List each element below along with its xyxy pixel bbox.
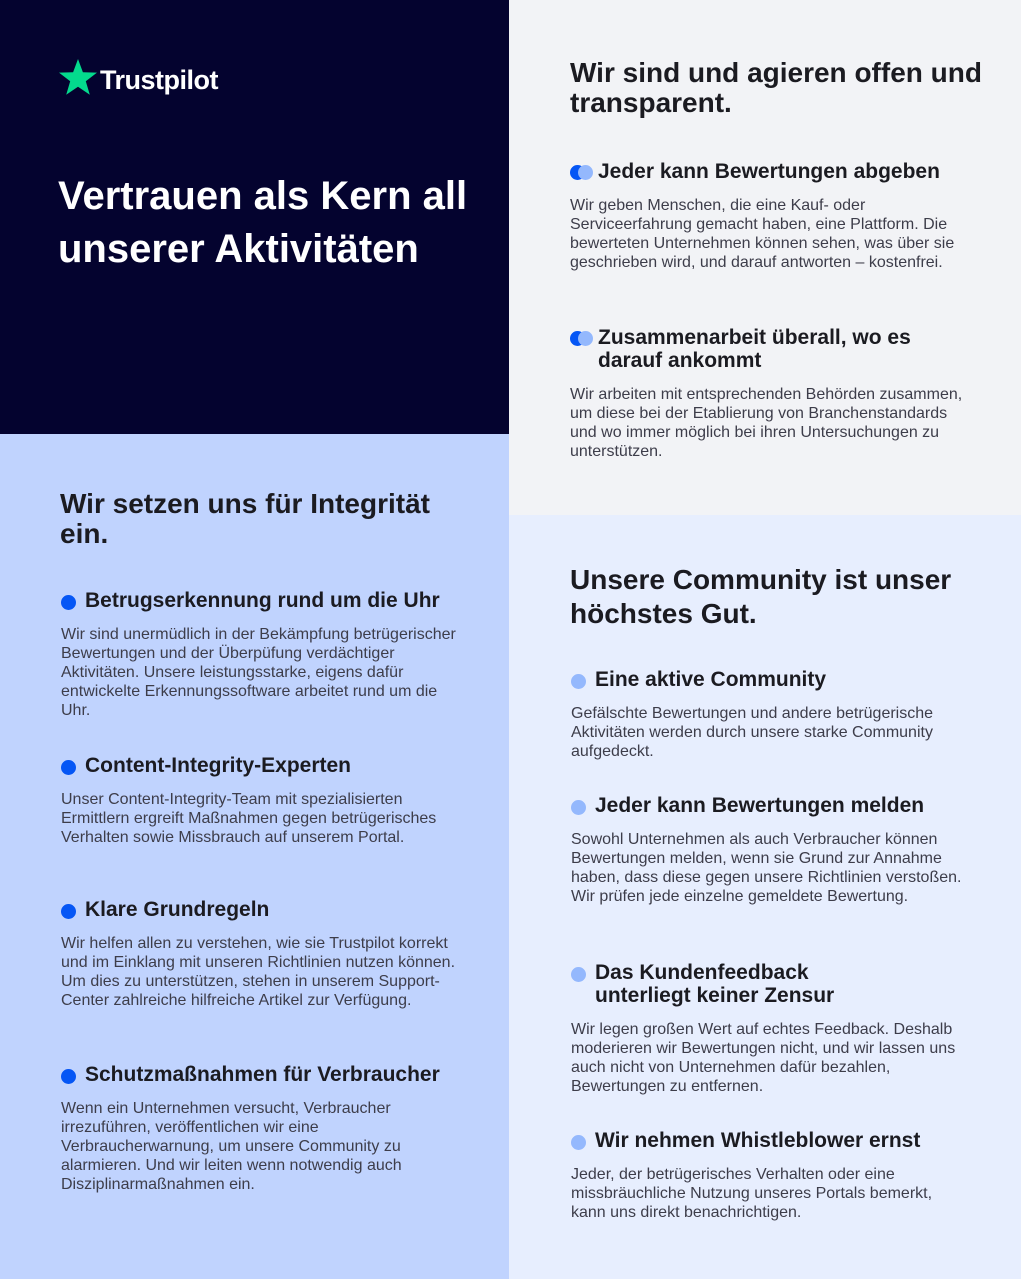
community-item — [571, 1129, 971, 1222]
hero-title: Vertrauen als Kern all unserer Aktivitäten — [58, 174, 468, 271]
item-title: Jeder kann Bewertungen melden — [595, 794, 925, 817]
community-item — [571, 961, 971, 1096]
bullet-icon — [61, 904, 76, 919]
integrity-title: Wir setzen uns für Integrität ein. — [60, 488, 431, 549]
item-text: Wir arbeiten mit entsprechenden Behörden zusammen, um diese bei der Etablierung von Branchenstandards und wo immer möglich bei ihren Untersuchungen zu unterstützen. — [570, 386, 963, 460]
item-title: Wir nehmen Whistleblower ernst — [595, 1129, 921, 1152]
item-title: Schutzmaßnahmen für Verbraucher — [85, 1063, 440, 1086]
bullet-icon — [571, 967, 586, 982]
bullet-icon — [571, 800, 586, 815]
item-text: Wir helfen allen zu verstehen, wie sie Trustpilot korrekt und im Einklang mit unseren Richtlinien nutzen können. Um dies zu unterstützen, stehen in unserem Support-Center zahlreiche hilfreiche Artikel zur Verfügung. — [61, 935, 456, 1009]
logo-wordmark: Trustpilot — [100, 64, 218, 95]
item-text: Wir legen großen Wert auf echtes Feedback. Deshalb moderieren wir Bewertungen nicht, und wir lassen uns auch nicht von Unternehmen dafür bezahlen, Bewertungen zu entfernen. — [571, 1021, 956, 1095]
bullet-icon — [570, 165, 594, 181]
transparency-title: Wir sind und agieren offen und transparent. — [570, 57, 982, 118]
item-text: Sowohl Unternehmen als auch Verbraucher können Bewertungen melden, wenn sie Grund zur Annahme haben, dass diese gegen unsere Richtlinien verstoßen. Wir prüfen jede einzelne gemeldete Bewertung. — [571, 831, 962, 905]
star-icon — [58, 58, 98, 98]
bullet-icon — [61, 1069, 76, 1084]
bullet-icon — [570, 331, 594, 347]
transparency-item — [570, 326, 970, 461]
item-text: Wir sind unermüdlich in der Bekämpfung betrügerischer Bewertungen und der Überpüfung verdächtiger Aktivitäten. Unsere leistungsstarke, eigens dafür entwickelte Erkennungssoftware arbeitet rund um die Uhr. — [61, 626, 456, 719]
community-title: Unsere Community ist unser höchstes Gut. — [570, 564, 952, 629]
item-title: Betrugserkennung rund um die Uhr — [85, 589, 440, 612]
bullet-icon — [571, 674, 586, 689]
bullet-icon — [61, 760, 76, 775]
community-item — [571, 668, 971, 761]
trustpilot-logo — [58, 58, 218, 98]
item-title: Jeder kann Bewertungen abgeben — [598, 160, 940, 183]
integrity-item — [61, 1063, 471, 1194]
item-title: Eine aktive Community — [595, 668, 827, 691]
item-title: Klare Grundregeln — [85, 898, 270, 921]
item-text: Wir geben Menschen, die eine Kauf- oder Serviceerfahrung gemacht haben, eine Plattform. Die bewerteten Unternehmen können sehen, was über sie geschrieben wird, und darauf antworten – kostenfrei. — [570, 197, 955, 271]
item-text: Unser Content-Integrity-Team mit spezialisierten Ermittlern ergreift Maßnahmen gegen betrügerisches Verhalten sowie Missbrauch auf unserem Portal. — [61, 791, 437, 846]
integrity-item — [61, 589, 461, 720]
community-item — [571, 794, 971, 906]
integrity-item — [61, 898, 461, 1010]
transparency-item — [570, 160, 970, 272]
item-text: Wenn ein Unternehmen versucht, Verbraucher irrezuführen, veröffentlichen wir eine Verbraucherwarnung, um unsere Community zu alarmieren. Und wir leiten wenn notwendig auch Disziplinarmaßnahmen ein. — [61, 1100, 402, 1193]
bullet-icon — [61, 595, 76, 610]
item-text: Gefälschte Bewertungen und andere betrügerische Aktivitäten werden durch unsere starke Community aufgedeckt. — [571, 705, 934, 760]
integrity-item — [61, 754, 461, 847]
bullet-icon — [571, 1135, 586, 1150]
item-title: Zusammenarbeit überall, wo es darauf ankommt — [598, 326, 911, 372]
item-title: Content-Integrity-Experten — [85, 754, 352, 777]
item-text: Jeder, der betrügerisches Verhalten oder eine missbräuchliche Nutzung unseres Portals bemerkt, kann uns direkt benachrichtigen. — [571, 1166, 933, 1221]
item-title: Das Kundenfeedback unterliegt keiner Zensur — [595, 961, 835, 1007]
